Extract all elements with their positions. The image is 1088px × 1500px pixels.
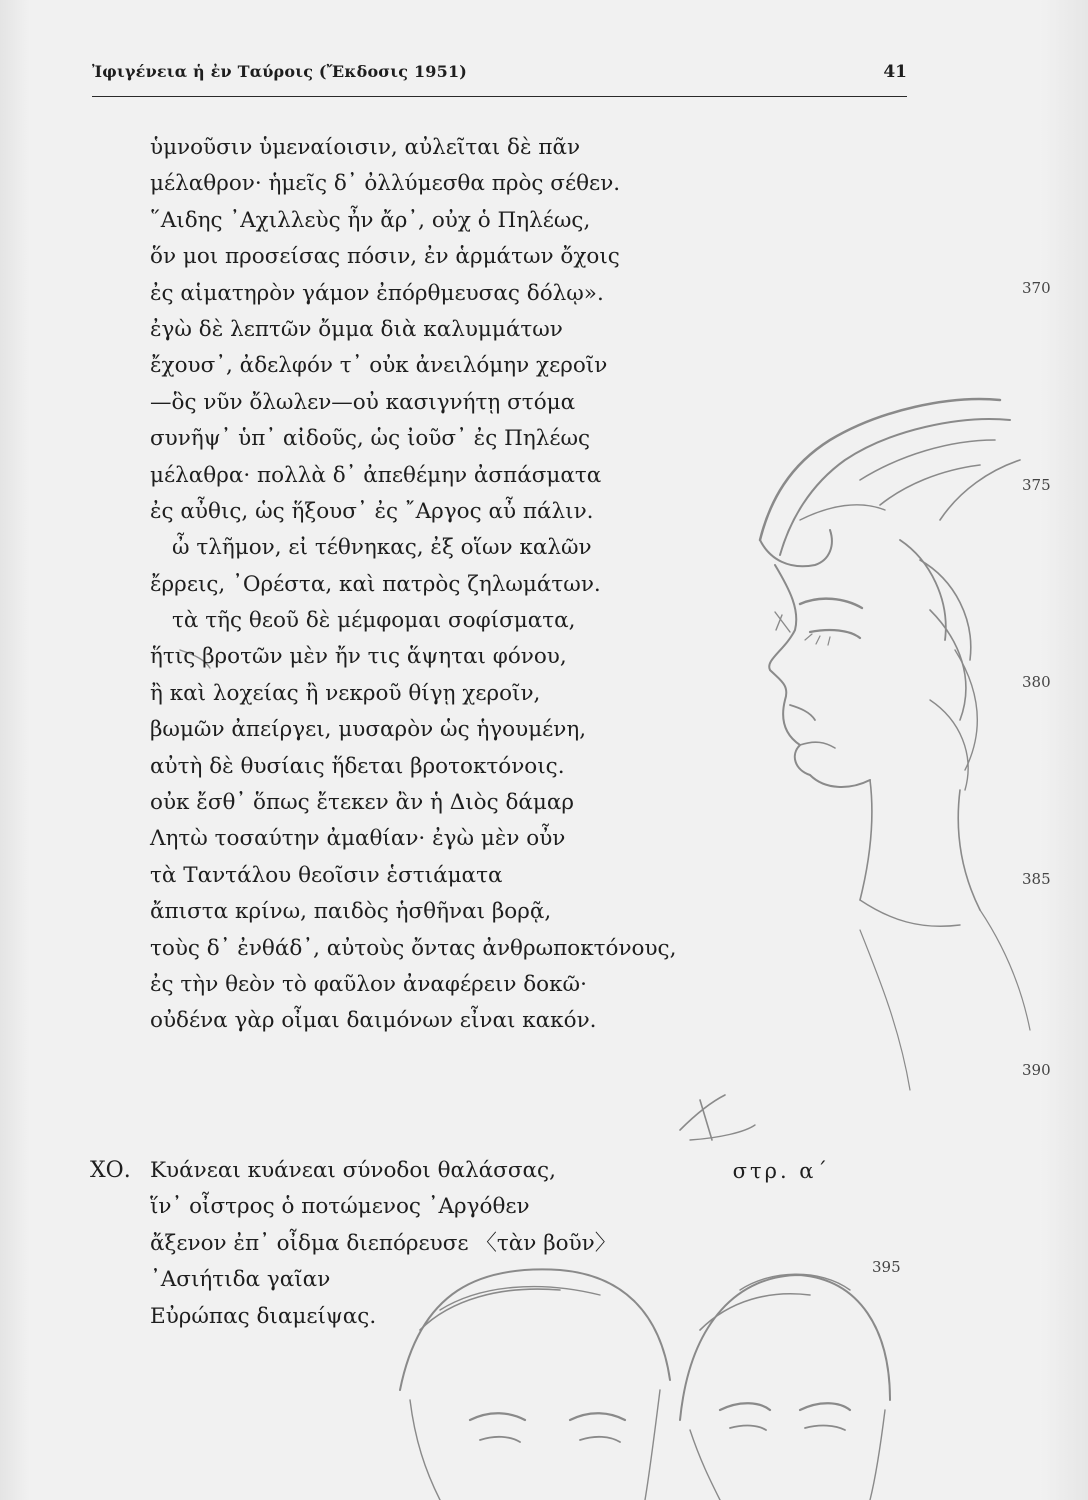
verse-line: ὅν μοι προσείσας πόσιν, ἐν ἁρμάτων ὄχοις: [150, 244, 620, 270]
chorus-line: ἵν᾿ οἶστρος ὁ ποτώμενος ᾿Αργόθεν: [150, 1194, 530, 1220]
verse-line: ὦ τλῆμον, εἰ τέθνηκας, ἐξ οἵων καλῶν: [172, 535, 592, 561]
verse-line: ὑμνοῦσιν ὑμεναίοισιν, αὐλεῖται δὲ πᾶν: [150, 135, 581, 160]
verse-line: τοὺς δ᾿ ἐνθάδ᾿, αὐτοὺς ὄντας ἀνθρωποκτόνους,: [150, 935, 677, 961]
line-number: 370: [1022, 279, 1051, 297]
running-header: [92, 62, 907, 97]
chorus-line: ἄξενον ἐπ᾿ οἶδμα διεπόρευσε 〈τὰν βοῦν〉: [150, 1230, 617, 1256]
chorus-line: Κυάνεαι κυάνεαι σύνοδοι θαλάσσας,: [150, 1158, 556, 1183]
chorus-lines: [150, 1153, 850, 1335]
chorus-line: ᾿Ασιήτιδα γαῖαν: [150, 1267, 331, 1293]
verse-line: τὰ τῆς θεοῦ δὲ μέμφομαι σοφίσματα,: [172, 608, 576, 634]
running-title: Ἰφιγένεια ἡ ἐν Ταύροις (Ἔκδοσις 1951): [92, 62, 468, 81]
line-number: 375: [1022, 476, 1051, 494]
verse-line: αὐτὴ δὲ θυσίαις ἥδεται βροτοκτόνοις.: [150, 753, 565, 779]
verse-line: ἄπιστα κρίνω, παιδὸς ἡσθῆναι βορᾷ,: [150, 899, 552, 925]
verse-line: οὐκ ἔσθ᾿ ὅπως ἔτεκεν ἂν ἡ Διὸς δάμαρ: [150, 790, 575, 816]
verse-line: βωμῶν ἀπείργει, μυσαρὸν ὡς ἡγουμένη,: [150, 717, 587, 743]
verse-line: ἐγὼ δὲ λεπτῶν ὄμμα διὰ καλυμμάτων: [150, 316, 563, 342]
verse-line: ἐς αὖθις, ὡς ἥξουσ᾿ ἐς ῎Αργος αὖ πάλιν.: [150, 498, 594, 524]
verse-line: ἥτις βροτῶν μὲν ἤν τις ἅψηται φόνου,: [150, 644, 567, 670]
verse-line: ἢ καὶ λοχείας ἢ νεκροῦ θίγῃ χεροῖν,: [150, 680, 541, 706]
verse-line: ῞Αιδης ᾿Αχιλλεὺς ἦν ἄρ᾿, οὐχ ὁ Πηλέως,: [150, 207, 591, 233]
verse-line: ἐς τὴν θεὸν τὸ φαῦλον ἀναφέρειν δοκῶ·: [150, 971, 587, 997]
verse-block: [150, 130, 1051, 1079]
verse-line: ἐς αἱματηρὸν γάμον ἐπόρθμευσας δόλῳ».: [150, 280, 604, 306]
verse-line: συνῆψ᾿ ὑπ᾿ αἰδοῦς, ὡς ἰοῦσ᾿ ἐς Πηλέως: [150, 426, 591, 452]
chorus-line: Εὐρώπας διαμείψας.: [150, 1303, 377, 1329]
verse-line: οὐδένα γὰρ οἶμαι δαιμόνων εἶναι κακόν.: [150, 1008, 597, 1034]
speaker-label: ΧΟ.: [90, 1158, 131, 1183]
verse-line: μέλαθρον· ἡμεῖς δ᾿ ὀλλύμεσθα πρὸς σέθεν.: [150, 171, 621, 197]
verse-line: —ὃς νῦν ὄλωλεν—οὐ κασιγνήτῃ στόμα: [150, 389, 576, 415]
line-number: 395: [872, 1258, 901, 1276]
strophe-label: στρ. α´: [732, 1159, 830, 1183]
line-number: 380: [1022, 673, 1051, 691]
page-number: 41: [883, 62, 907, 82]
verse-line: μέλαθρα· πολλὰ δ᾿ ἀπεθέμην ἀσπάσματα: [150, 462, 602, 488]
verse-line: Λητὼ τοσαύτην ἀμαθίαν· ἐγὼ μὲν οὖν: [150, 826, 566, 852]
verse-line: τὰ Ταντάλου θεοῖσιν ἑστιάματα: [150, 862, 503, 888]
verse-line: ἔχουσ᾿, ἀδελφόν τ᾿ οὐκ ἀνειλόμην χεροῖν: [150, 353, 608, 379]
line-number: 385: [1022, 870, 1051, 888]
line-number: 390: [1022, 1061, 1051, 1079]
verse-line: ἔρρεις, ᾿Ορέστα, καὶ πατρὸς ζηλωμάτων.: [150, 571, 601, 597]
